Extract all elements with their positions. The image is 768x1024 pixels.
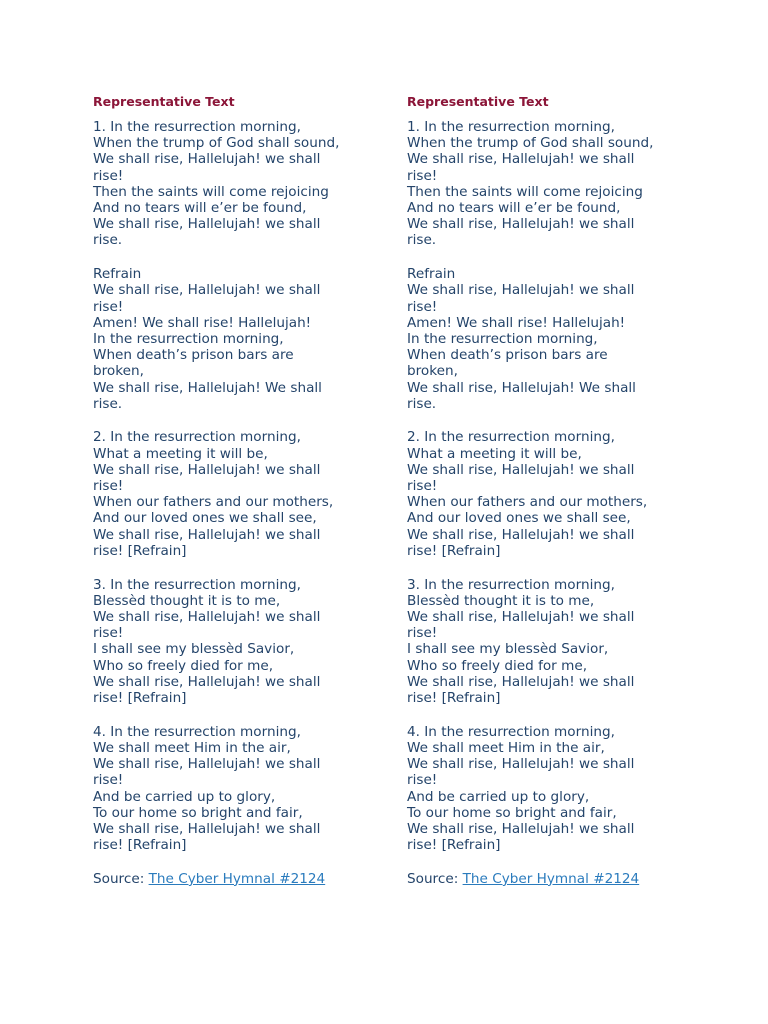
lyric-line: We shall rise, Hallelujah! we shall [93,608,321,625]
lyric-line: rise! [Refrain] [93,837,187,854]
lyric-line: And our loved ones we shall see, [407,510,631,527]
section-heading: Representative Text [407,94,549,109]
lyric-line: rise. [407,232,437,249]
lyric-line: When the trump of God shall sound, [407,135,654,152]
lyric-line: We shall rise, Hallelujah! we shall [407,216,635,233]
lyric-line: We shall rise, Hallelujah! we shall [407,820,635,837]
lyric-line: rise! [407,478,438,495]
lyric-line: rise! [407,167,438,184]
lyric-line: Then the saints will come rejoicing [93,183,329,200]
lyric-line: What a meeting it will be, [93,445,268,462]
lyric-line: rise! [407,298,438,315]
lyric-line: And no tears will e’er be found, [407,200,621,217]
refrain-label: Refrain [93,266,142,283]
lyric-line: When the trump of God shall sound, [93,135,340,152]
lyric-line: We shall rise, Hallelujah! we shall [93,461,321,478]
lyric-line: 3. In the resurrection morning, [407,576,615,593]
lyric-line: rise! [Refrain] [407,837,501,854]
lyric-line: 3. In the resurrection morning, [93,576,301,593]
lyric-line: Amen! We shall rise! Hallelujah! [93,314,312,331]
source-label: Source: [407,870,463,887]
lyric-line: When our fathers and our mothers, [93,494,334,511]
refrain [93,266,373,412]
lyric-line: 4. In the resurrection morning, [407,723,615,740]
lyric-line: We shall rise, Hallelujah! we shall [93,673,321,690]
lyric-line: Amen! We shall rise! Hallelujah! [407,314,626,331]
lyric-line: And be carried up to glory, [407,788,590,805]
lyric-line: In the resurrection morning, [93,330,284,347]
lyric-line: 1. In the resurrection morning, [93,119,301,135]
lyric-line: I shall see my blessèd Savior, [407,641,609,658]
lyric-line: rise. [93,395,123,412]
lyric-line: We shall rise, Hallelujah! we shall [93,756,321,773]
lyric-line: When death’s prison bars are [93,347,294,364]
lyric-line: broken, [93,363,144,380]
lyric-line: We shall rise, Hallelujah! we shall [407,673,635,690]
lyric-line: We shall rise, Hallelujah! we shall [93,526,321,543]
lyric-line: rise! [93,478,124,495]
lyric-line: 2. In the resurrection morning, [93,429,301,446]
source-line [407,871,687,887]
lyric-line: rise! [Refrain] [407,542,501,559]
lyric-line: rise! [Refrain] [407,690,501,706]
lyric-line: Blessèd thought it is to me, [93,592,281,609]
lyric-line: rise! [93,167,124,184]
hymn-column-left [93,93,373,887]
lyric-line: We shall rise, Hallelujah! we shall [93,216,321,233]
lyric-line: broken, [407,363,458,380]
lyric-line: We shall rise, Hallelujah! we shall [407,526,635,543]
lyric-line: To our home so bright and fair, [93,804,303,821]
stanza-1 [407,119,687,249]
hymn-column-right [407,93,687,887]
lyric-line: Blessèd thought it is to me, [407,592,595,609]
source-link[interactable]: The Cyber Hymnal #2124 [148,870,326,887]
lyric-line: We shall rise, Hallelujah! We shall [93,379,322,396]
stanza-3 [407,577,687,707]
stanza-4 [407,724,687,854]
lyric-line: rise. [407,395,437,412]
lyric-line: We shall rise, Hallelujah! we shall [407,461,635,478]
lyric-line: We shall rise, Hallelujah! we shall [407,282,635,299]
lyric-line: Who so freely died for me, [407,657,588,674]
lyric-line: I shall see my blessèd Savior, [93,641,295,658]
lyric-line: We shall rise, Hallelujah! we shall [407,608,635,625]
lyric-line: We shall rise, Hallelujah! we shall [93,282,321,299]
source-link[interactable]: The Cyber Hymnal #2124 [462,870,640,887]
lyric-line: We shall rise, Hallelujah! we shall [407,151,635,168]
stanza-4 [93,724,373,854]
section-heading: Representative Text [93,94,235,109]
lyric-line: And no tears will e’er be found, [93,200,307,217]
lyric-line: rise. [93,232,123,249]
stanza-2 [93,429,373,559]
lyric-line: In the resurrection morning, [407,330,598,347]
lyric-line: We shall meet Him in the air, [93,739,291,756]
lyric-line: When death’s prison bars are [407,347,608,364]
lyric-line: rise! [93,298,124,315]
source-line [93,871,373,887]
lyric-line: rise! [93,625,124,642]
stanza-3 [93,577,373,707]
lyric-line: 1. In the resurrection morning, [407,119,615,135]
lyric-line: We shall rise, Hallelujah! we shall [93,820,321,837]
lyric-line: And our loved ones we shall see, [93,510,317,527]
lyric-line: We shall meet Him in the air, [407,739,605,756]
lyric-line: 2. In the resurrection morning, [407,429,615,446]
lyric-line: rise! [Refrain] [93,542,187,559]
lyric-line: And be carried up to glory, [93,788,276,805]
lyric-line: rise! [Refrain] [93,690,187,706]
stanza-1 [93,119,373,249]
lyric-line: rise! [93,772,124,789]
refrain [407,266,687,412]
refrain-label: Refrain [407,266,456,283]
lyric-line: rise! [407,625,438,642]
lyric-line: To our home so bright and fair, [407,804,617,821]
lyric-line: Who so freely died for me, [93,657,274,674]
lyric-line: When our fathers and our mothers, [407,494,648,511]
lyric-line: rise! [407,772,438,789]
stanza-2 [407,429,687,559]
lyric-line: We shall rise, Hallelujah! we shall [407,756,635,773]
lyric-line: Then the saints will come rejoicing [407,183,643,200]
source-label: Source: [93,870,149,887]
lyric-line: What a meeting it will be, [407,445,582,462]
lyric-line: We shall rise, Hallelujah! we shall [93,151,321,168]
lyric-line: 4. In the resurrection morning, [93,723,301,740]
lyric-line: We shall rise, Hallelujah! We shall [407,379,636,396]
